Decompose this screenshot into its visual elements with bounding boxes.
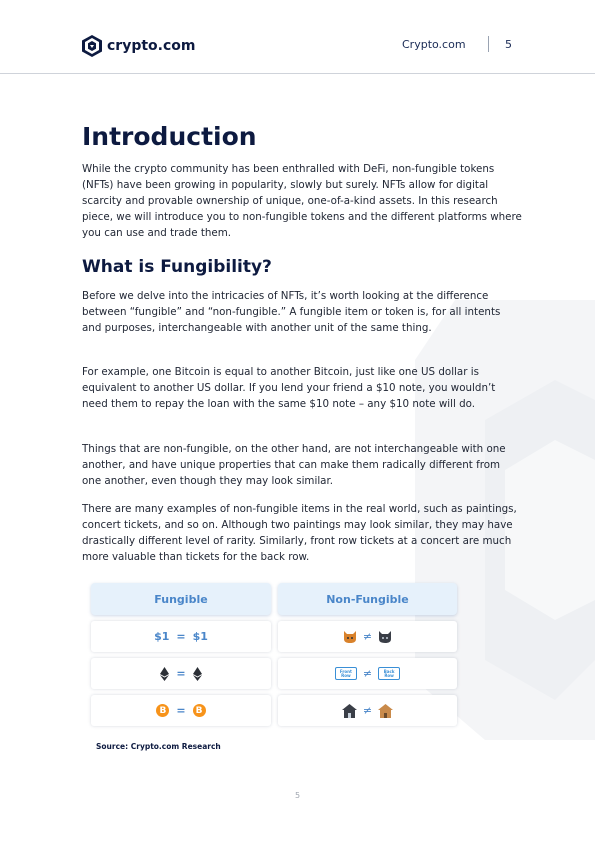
- bitcoin-icon: B: [193, 704, 206, 717]
- header-site-label: Crypto.com: [402, 38, 466, 51]
- equals-sign: =: [176, 667, 186, 680]
- nonfungible-row-cats: [278, 621, 457, 652]
- crypto-com-logo: [82, 35, 195, 57]
- footer-page-number: 5: [294, 791, 301, 800]
- not-equal-sign: ≠: [362, 667, 373, 680]
- nonfungible-row-tickets: [278, 658, 457, 689]
- ethereum-icon: [193, 667, 202, 681]
- not-equal-sign: ≠: [362, 704, 373, 717]
- fungible-header: Fungible: [91, 583, 271, 615]
- non-fungible-header: Non-Fungible: [278, 583, 457, 615]
- ethereum-icon: [160, 667, 169, 681]
- body-paragraph-2: For example, one Bitcoin is equal to another Bitcoin, just like one US dollar is equivalent to another US dollar. If you lend your friend a $10 note, you wouldn’t need them to repay the loan with the same $10 note – any $10 note will do.: [82, 366, 496, 410]
- body-paragraph-3: Things that are non-fungible, on the other hand, are not interchangeable with one another, and have unique properties that can make them radically different from one another, even though they may look similar.: [82, 443, 506, 487]
- fungible-row-ethereum: [91, 658, 271, 689]
- body-paragraph-1: Before we delve into the intricacies of NFTs, it’s worth looking at the difference between “fungible” and “non-fungible.” A fungible item or token is, for all intents and purposes, interchangeable with another unit of the same thing.: [82, 290, 501, 334]
- nonfungible-row-houses: [278, 695, 457, 726]
- body-paragraph-4: There are many examples of non-fungible items in the real world, such as paintings, concert tickets, and so on. Although two paintings may look similar, they may have drastically different level of rarity. Similarly, front row tickets at a concert are much more valuable than tickets for the back row.: [82, 503, 517, 563]
- back-row-ticket-icon: Back Row: [378, 667, 400, 680]
- section-heading: What is Fungibility?: [82, 257, 272, 277]
- not-equal-sign: ≠: [362, 630, 373, 643]
- intro-paragraph: While the crypto community has been enthralled with DeFi, non-fungible tokens (NFTs) have been growing in popularity, slowly but surely. NFTs allow for digital scarcity and provable ownership of unique, one-of-a-kind assets. In this research piece, we will introduce you to non-fungible tokens and the different platforms where you can use and trade them.: [82, 163, 522, 239]
- fungible-row-bitcoin: [91, 695, 271, 726]
- cat-dark-icon: [378, 630, 392, 644]
- fungible-row-dollar: [91, 621, 271, 652]
- cat-orange-icon: [343, 630, 357, 644]
- logo-text: crypto.com: [107, 38, 196, 54]
- equals-sign: =: [176, 630, 186, 643]
- crypto-com-shield-icon: [82, 35, 102, 57]
- page-header: [0, 0, 595, 74]
- bitcoin-icon: B: [156, 704, 169, 717]
- header-page-number: 5: [505, 38, 512, 51]
- house-dark-icon: [342, 704, 357, 718]
- dollar-right: $1: [192, 630, 208, 643]
- source-caption: Source: Crypto.com Research: [96, 742, 221, 751]
- equals-sign: =: [176, 704, 186, 717]
- house-light-icon: [378, 704, 393, 718]
- dollar-left: $1: [154, 630, 170, 643]
- page-title: Introduction: [82, 122, 257, 151]
- header-divider: [488, 36, 489, 52]
- front-row-ticket-icon: Front Row: [335, 667, 357, 680]
